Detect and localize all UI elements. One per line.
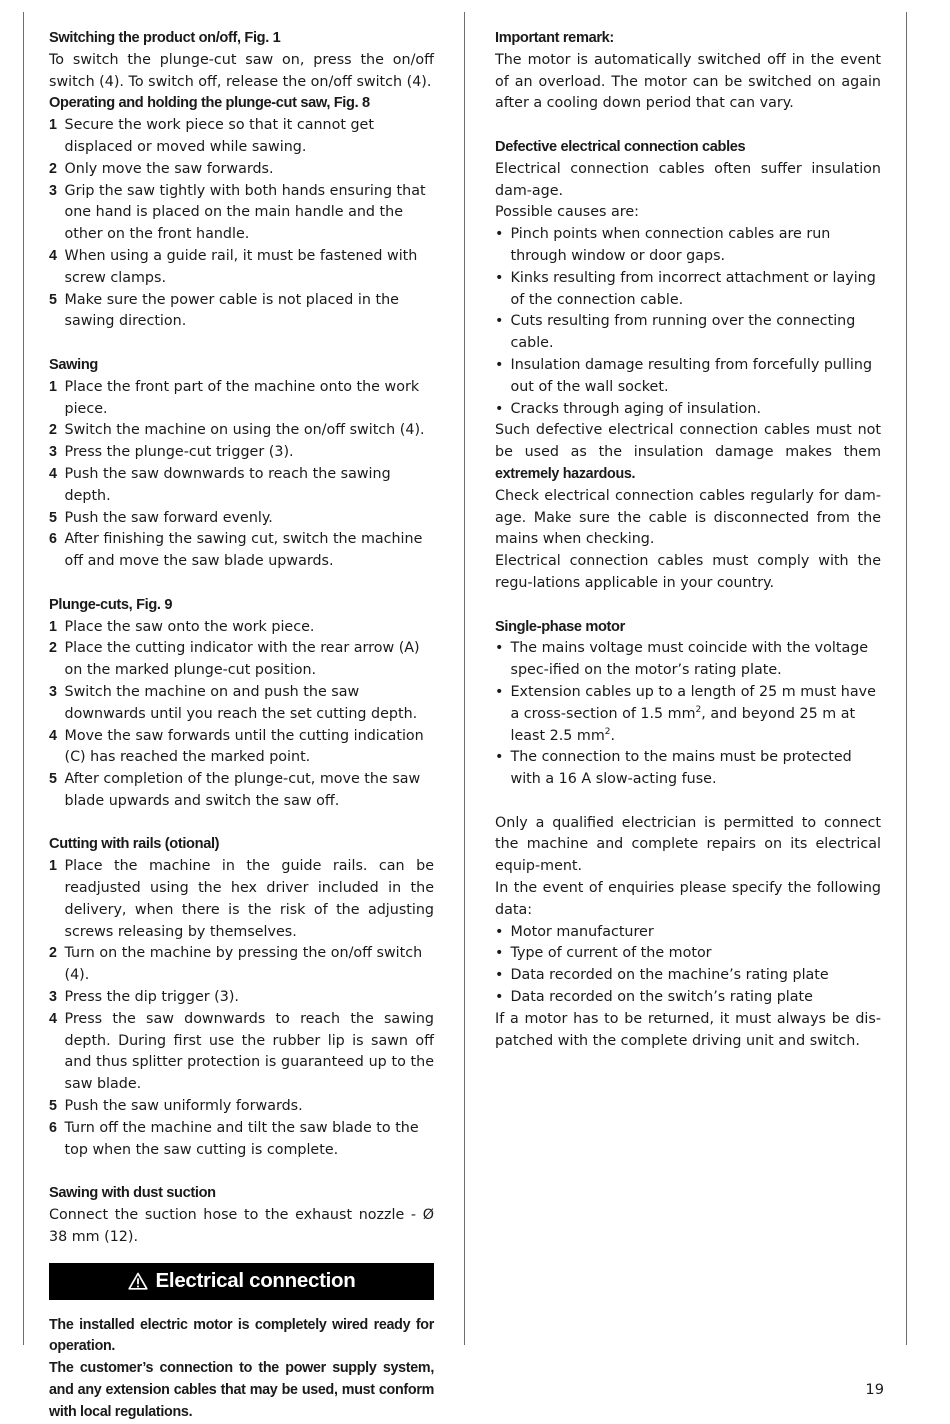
section-heading-plunge-cuts: Plunge-cuts, Fig. 9: [49, 596, 173, 613]
section-heading-important-remark: Important remark:: [495, 30, 614, 46]
list-item: • Cuts resulting from running over the connecting cable.: [495, 313, 856, 352]
electrical-connection-banner: [49, 1263, 434, 1300]
list-item: • Data recorded on the machine’s rating plate: [495, 967, 829, 984]
list-item: • Type of current of the motor: [495, 945, 712, 962]
list-item: • Extension cables up to a length of 25 m must have a cross-section of 1.5 $mm^2$, and beyond 25 m at least 2.5 $mm^2$.: [495, 683, 876, 744]
switching-paragraph: To switch the plunge-cut saw on, press the on/off switch (4). To switch off, release the on/off switch (4).: [49, 51, 434, 90]
section-heading-cutting-with-rails: Cutting with rails (otional): [49, 836, 220, 853]
single-phase-motor-list: [495, 638, 881, 791]
warning-triangle-icon: [128, 1272, 148, 1290]
list-item: 5 Make sure the power cable is not placed in the sawing direction.: [49, 291, 399, 330]
list-item: • Data recorded on the switch’s rating plate: [495, 989, 813, 1006]
list-item: • Motor manufacturer: [495, 923, 654, 940]
possible-causes-list: [495, 224, 881, 420]
left-column: [49, 28, 434, 1424]
list-item: • Pinch points when connection cables are run through window or door gaps.: [495, 226, 831, 264]
list-item: 3 Press the plunge-cut trigger (3).: [49, 444, 294, 461]
list-item: • The mains voltage must coincide with the voltage spec-ified on the motor’s rating plate.: [495, 640, 869, 679]
list-item: 4 When using a guide rail, it must be fastened with screw clamps.: [49, 247, 418, 286]
check-cables-paragraph: Check electrical connection cables regularly for dam-age. Make sure the cable is disconnected from the mains when checking.: [495, 487, 881, 548]
section-heading-dust-suction: Sawing with dust suction: [49, 1185, 216, 1202]
section-heading-defective-cables: Defective electrical connection cables: [495, 138, 746, 155]
list-item: 2 Turn on the machine by pressing the on/off switch (4).: [49, 945, 423, 984]
section-heading-operating: Operating and holding the plunge-cut saw, Fig. 8: [49, 95, 370, 112]
defective-cables-warning: Such defective electrical connection cables must not be used as the insulation damage makes them extremely hazardous.: [495, 422, 881, 482]
list-item: 4 Push the saw downwards to reach the sawing depth.: [49, 465, 391, 504]
sawing-steps-list: [49, 377, 434, 573]
list-item: 3 Switch the machine on and push the saw downwards until you reach the set cutting depth.: [49, 683, 418, 722]
list-item: 5 Push the saw forward evenly.: [49, 509, 273, 526]
list-item: 4 Move the saw forwards until the cutting indication (C) has reached the marked point.: [49, 727, 424, 766]
enquiries-paragraph: In the event of enquiries please specify the following data:: [495, 880, 881, 918]
extremely-hazardous-emphasis: extremely hazardous.: [495, 465, 636, 482]
page-number: 19: [865, 1381, 884, 1398]
enquiry-data-list: [495, 922, 881, 1009]
electrical-connection-title: Electrical connection: [155, 1269, 356, 1293]
list-item: 3 Grip the saw tightly with both hands ensuring that one hand is placed on the main handle and the other on the front handle.: [49, 182, 426, 243]
list-item: 6 After finishing the sawing cut, switch the machine off and move the saw blade upwards.: [49, 531, 423, 570]
list-item: 2 Place the cutting indicator with the rear arrow (A) on the marked plunge-cut position.: [49, 640, 420, 679]
left-margin-rule: [23, 12, 24, 1345]
list-item: • Insulation damage resulting from forcefully pulling out of the wall socket.: [495, 356, 873, 395]
list-item: 4 Press the saw downwards to reach the sawing depth. During first use the rubber lip is sawn off and thus splitter protection is guaranteed up to the saw blade.: [49, 1010, 434, 1093]
section-heading-single-phase-motor: Single-phase motor: [495, 618, 625, 635]
section-heading-switching: Switching the product on/off, Fig. 1: [49, 30, 281, 46]
list-item: • Cracks through aging of insulation.: [495, 400, 761, 417]
plunge-cuts-steps-list: [49, 617, 434, 813]
column-divider-rule: [464, 12, 465, 1345]
list-item: 5 Push the saw uniformly forwards.: [49, 1098, 303, 1115]
motor-wired-notice: The installed electric motor is completely wired ready for operation.: [49, 1316, 434, 1355]
list-item: 6 Turn off the machine and tilt the saw blade to the top when the saw cutting is complete.: [49, 1119, 419, 1158]
customer-connection-notice: The customer’s connection to the power supply system, and any extension cables that may be used, must conform with local regulations.: [49, 1360, 434, 1420]
list-item: 5 After completion of the plunge-cut, move the saw blade upwards and switch the saw off.: [49, 771, 421, 809]
list-item: 2 Switch the machine on using the on/off switch (4).: [49, 422, 425, 439]
section-heading-sawing: Sawing: [49, 356, 98, 373]
right-margin-rule: [906, 12, 907, 1345]
list-item: 2 Only move the saw forwards.: [49, 160, 274, 177]
motor-return-paragraph: If a motor has to be returned, it must always be dis-patched with the complete driving unit and switch.: [495, 1010, 881, 1049]
important-remark-paragraph: The motor is automatically switched off in the event of an overload. The motor can be switched on again after a cooling down period that can vary.: [495, 51, 881, 112]
possible-causes-label: Possible causes are:: [495, 204, 639, 221]
list-item: 1 Secure the work piece so that it cannot get displaced or moved while sawing.: [49, 117, 374, 155]
operating-steps-list: [49, 115, 434, 333]
list-item: • Kinks resulting from incorrect attachment or laying of the connection cable.: [495, 269, 876, 308]
cutting-with-rails-steps-list: [49, 856, 434, 1161]
list-item: 3 Press the dip trigger (3).: [49, 989, 239, 1006]
list-item: • The connection to the mains must be protected with a 16 A slow-acting fuse.: [495, 749, 852, 788]
insulation-damage-paragraph: Electrical connection cables often suffer insulation dam-age.: [495, 160, 881, 199]
dust-suction-paragraph: Connect the suction hose to the exhaust nozzle - Ø 38 mm (12).: [49, 1207, 434, 1245]
list-item: 1 Place the front part of the machine onto the work piece.: [49, 378, 420, 417]
list-item: 1 Place the machine in the guide rails. can be readjusted using the hex driver included in the delivery, when there is the risk of the adjusting screws releasing by themselves.: [49, 858, 434, 940]
qualified-electrician-paragraph: Only a qualified electrician is permitted to connect the machine and complete repairs on its electrical equip-ment.: [495, 814, 881, 875]
cable-regulations-paragraph: Electrical connection cables must comply with the regu-lations applicable in your country.: [495, 553, 881, 591]
right-column: [495, 28, 881, 1052]
list-item: 1 Place the saw onto the work piece.: [49, 618, 315, 635]
